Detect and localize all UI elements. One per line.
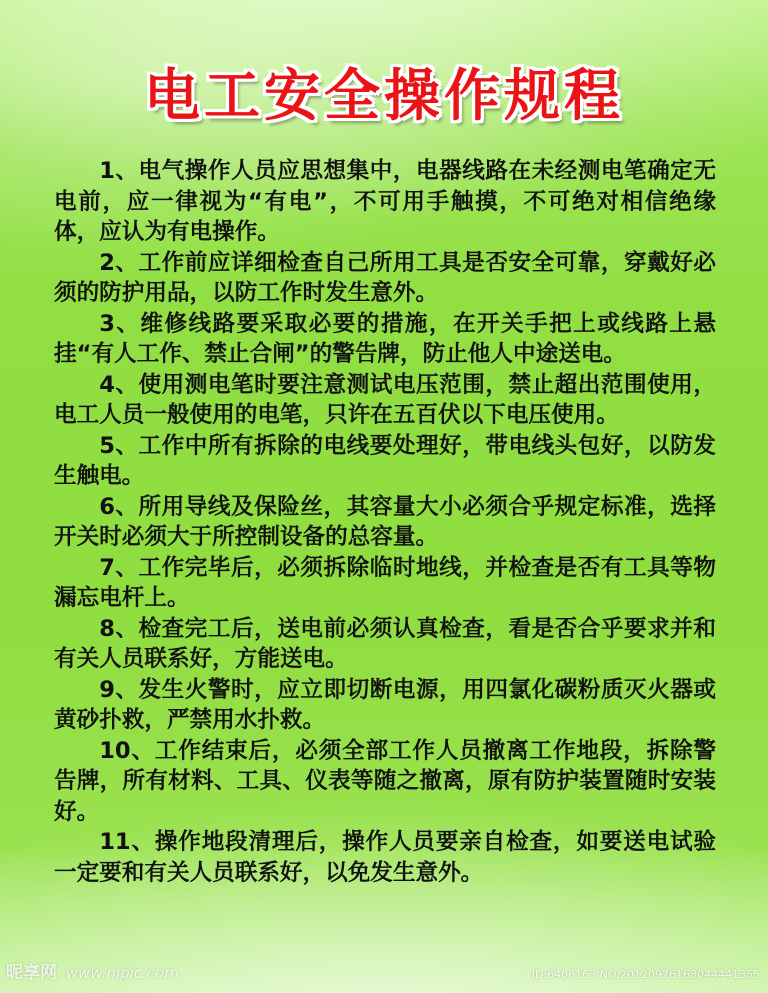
site-watermark bbox=[6, 958, 179, 983]
rule-item-4: 4、使用测电笔时要注意测试电压范围，禁止超出范围使用，电工人员一般使用的电笔，只许在五百伏以下电压使用。 bbox=[54, 371, 716, 428]
rules-list bbox=[54, 156, 716, 888]
rule-item-3: 3、维修线路要采取必要的措施，在开关手把上或线路上悬挂“有人工作、禁止合闸”的警告牌，防止他人中途送电。 bbox=[54, 310, 716, 367]
rule-item-9: 9、发生火警时，应立即切断电源，用四氯化碳粉质灭火器或黄砂扑救，严禁用水扑救。 bbox=[54, 676, 716, 733]
poster-title: 电工安全操作规程 bbox=[144, 64, 624, 129]
rule-item-2: 2、工作前应详细检查自己所用工具是否安全可靠，穿戴好必须的防护用品，以防工作时发生意外。 bbox=[54, 249, 716, 306]
rule-item-8: 8、检查完工后，送电前必须认真检查，看是否合乎要求并和有关人员联系好，方能送电。 bbox=[54, 615, 716, 672]
watermark-url: www.nipic.com bbox=[65, 964, 179, 982]
photo-id-stamp: ID:6406163 NO:20120926163044441355 bbox=[531, 968, 760, 981]
watermark-logo: 昵享网 bbox=[6, 963, 57, 983]
rule-item-5: 5、工作中所有拆除的电线要处理好，带电线头包好，以防发生触电。 bbox=[54, 432, 716, 489]
rule-item-1: 1、电气操作人员应思想集中，电器线路在未经测电笔确定无电前，应一律视为“有电”，不可用手触摸，不可绝对相信绝缘体，应认为有电操作。 bbox=[54, 158, 716, 245]
rule-item-10: 10、工作结束后，必须全部工作人员撤离工作地段，拆除警告牌，所有材料、工具、仪表等随之撤离，原有防护装置随时安装好。 bbox=[54, 737, 716, 825]
rule-item-7: 7、工作完毕后，必须拆除临时地线，并检查是否有工具等物漏忘电杆上。 bbox=[54, 554, 716, 611]
rule-item-11: 11、操作地段清理后，操作人员要亲自检查，如要送电试验一定要和有关人员联系好，以免发生意外。 bbox=[54, 829, 716, 886]
rule-item-6: 6、所用导线及保险丝，其容量大小必须合乎规定标准，选择开关时必须大于所控制设备的总容量。 bbox=[54, 493, 716, 550]
